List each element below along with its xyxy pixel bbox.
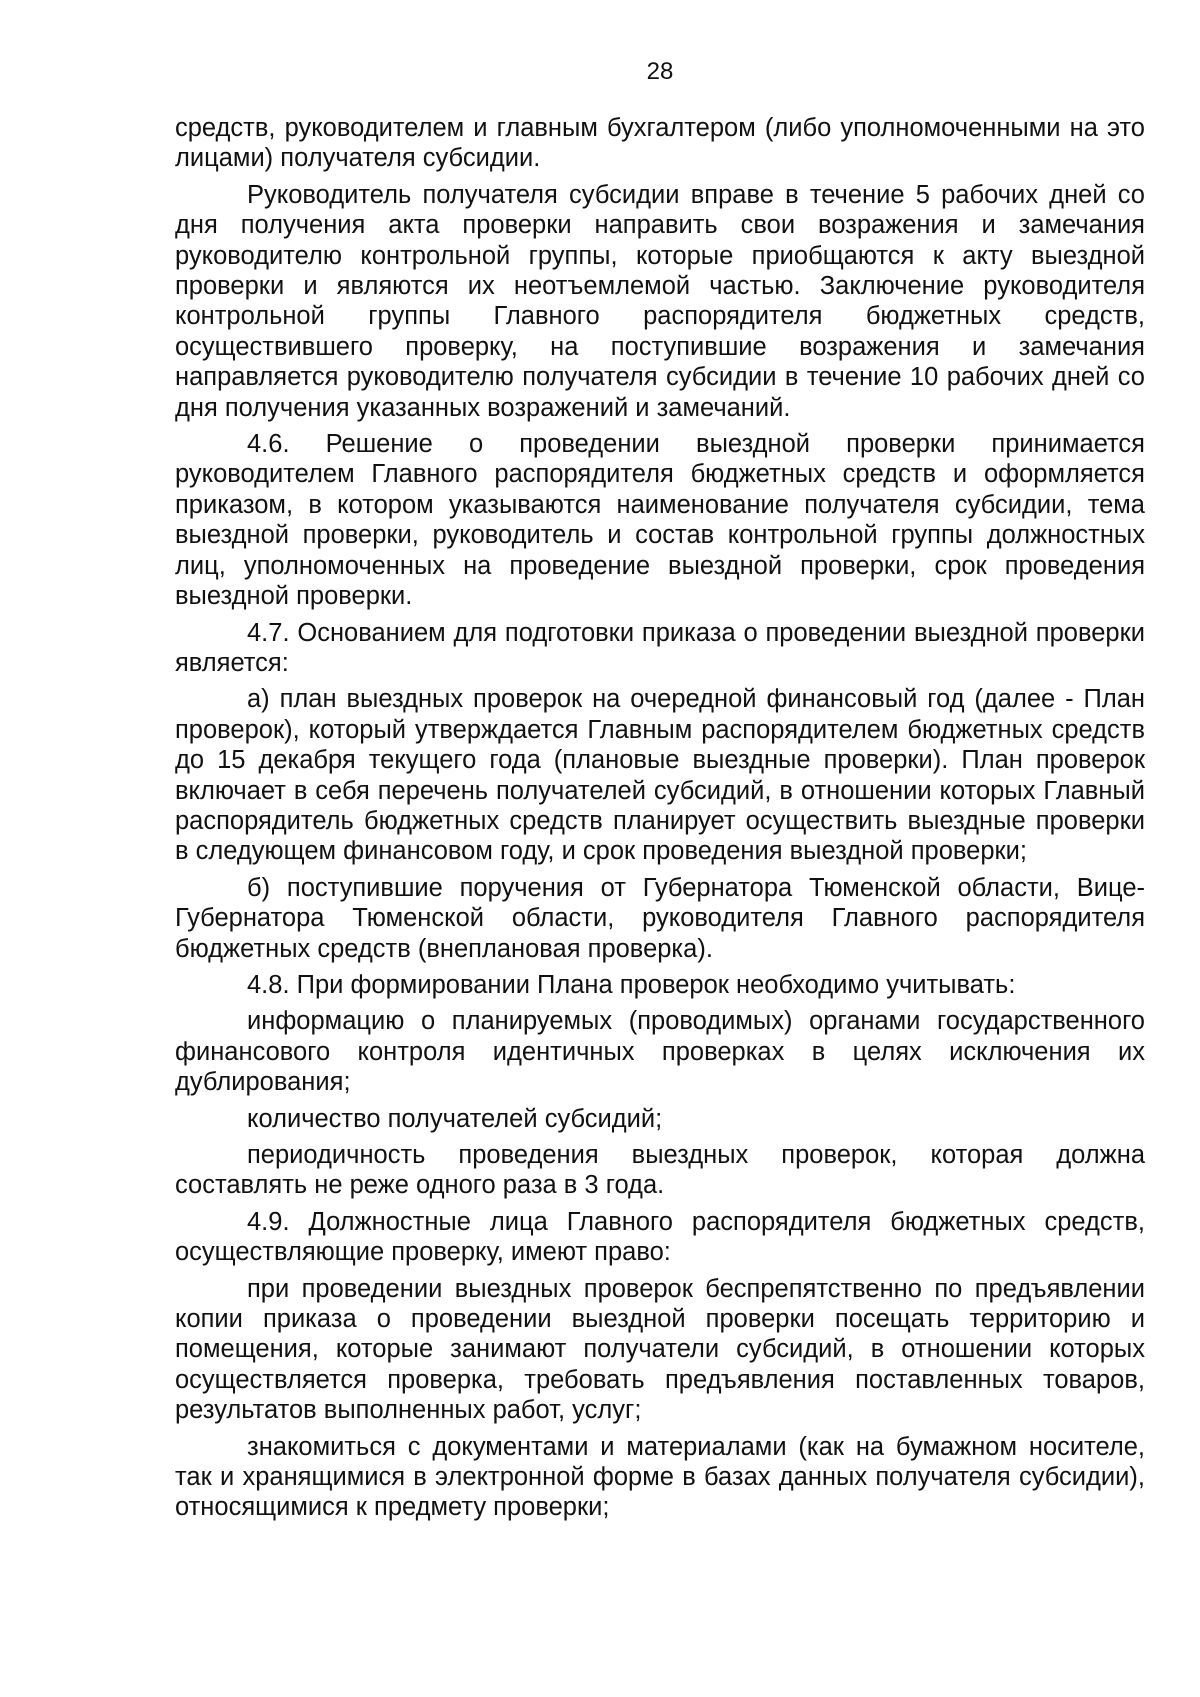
document-body	[175, 113, 1145, 1529]
paragraph-4-9-item-1: при проведении выездных проверок беспрепятственно по предъявлении копии приказа о проведении выездной проверки посещать территорию и помещения, которые занимают получатели субсидий, в отношении которых осуществляется проверка, требовать предъявления поставленных товаров, результатов выполненных работ, услуг;	[175, 1274, 1145, 1425]
paragraph-4-9-item-2: знакомиться с документами и материалами (как на бумажном носителе, так и хранящимися в электронной форме в базах данных получателя субсидии), относящимися к предмету проверки;	[175, 1432, 1145, 1522]
paragraph-4-8-item-1: информацию о планируемых (проводимых) органами государственного финансового контроля идентичных проверках в целях исключения их дублирования;	[175, 1007, 1145, 1097]
paragraph-4-8: 4.8. При формировании Плана проверок необходимо учитывать:	[247, 970, 1016, 999]
paragraph-4-7-b: б) поступившие поручения от Губернатора Тюменской области, Вице-Губернатора Тюменской области, руководителя Главного распорядителя бюджетных средств (внеплановая проверка).	[175, 873, 1145, 963]
paragraph-objections: Руководитель получателя субсидии вправе в течение 5 рабочих дней со дня получения акта проверки направить свои возражения и замечания руководителю контрольной группы, которые приобщаются к акту выездной проверки и являются их неотъемлемой частью. Заключение руководителя контрольной группы Главного распорядителя бюджетных средств, осуществившего проверку, на поступившие возражения и замечания направляется руководителю получателя субсидии в течение 10 рабочих дней со дня получения указанных возражений и замечаний.	[175, 180, 1145, 422]
paragraph-4-7-a: а) план выездных проверок на очередной финансовый год (далее - План проверок), который утверждается Главным распорядителем бюджетных средств до 15 декабря текущего года (плановые выездные проверки). План проверок включает в себя перечень получателей субсидий, в отношении которых Главный распорядитель бюджетных средств планирует осуществить выездные проверки в следующем финансовом году, и срок проведения выездной проверки;	[175, 685, 1145, 866]
paragraph-4-8-item-3: периодичность проведения выездных проверок, которая должна составлять не реже одного раза в 3 года.	[175, 1141, 1145, 1200]
page-number: 28	[646, 58, 674, 85]
paragraph-continuation: средств, руководителем и главным бухгалтером (либо уполномоченными на это лицами) получателя субсидии.	[175, 114, 1145, 173]
paragraph-4-6: 4.6. Решение о проведении выездной проверки принимается руководителем Главного распорядителя бюджетных средств и оформляется приказом, в котором указываются наименование получателя субсидии, тема выездной проверки, руководитель и состав контрольной группы должностных лиц, уполномоченных на проведение выездной проверки, срок проведения выездной проверки.	[175, 430, 1145, 611]
paragraph-4-9: 4.9. Должностные лица Главного распорядителя бюджетных средств, осуществляющие проверку, имеют право:	[175, 1207, 1145, 1267]
paragraph-4-8-item-2: количество получателей субсидий;	[247, 1104, 663, 1133]
paragraph-4-7: 4.7. Основанием для подготовки приказа о проведении выездной проверки является:	[175, 618, 1145, 677]
